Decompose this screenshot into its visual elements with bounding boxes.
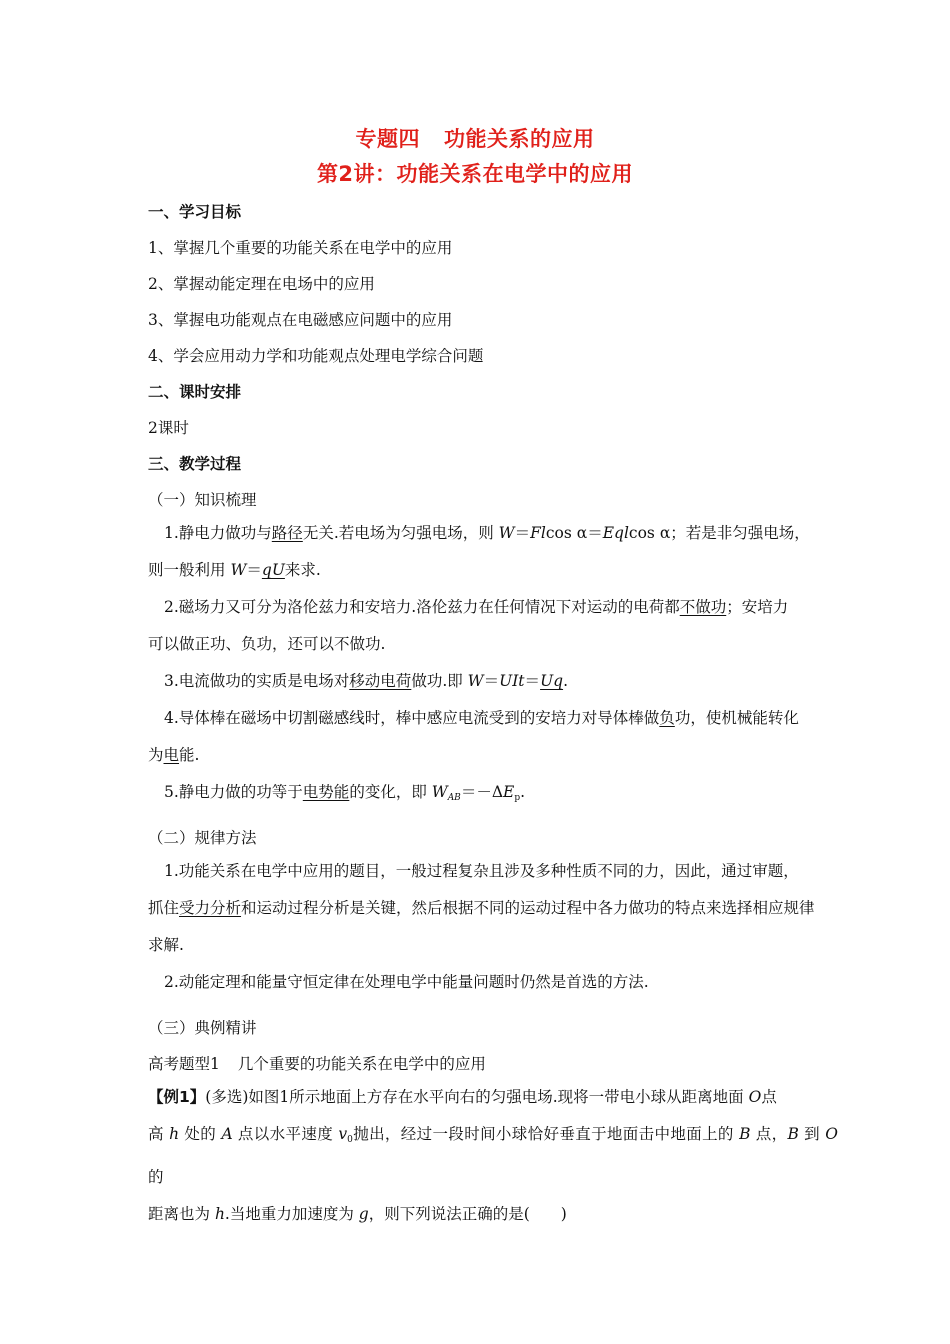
goal-item-3: 3、掌握电功能观点在电磁感应问题中的应用 <box>148 311 453 329</box>
exam-type-heading: 高考题型1 几个重要的功能关系在电学中的应用 <box>148 1055 486 1073</box>
knowledge-point-5: 5.静电力做的功等于电势能的变化，即 $W_{AB}=-\Delta E_p$. <box>164 783 526 803</box>
title-topic: 专题四 <box>355 127 420 151</box>
knowledge-point-4: 4.导体棒在磁场中切割磁感线时，棒中感应电流受到的安培力对导体棒做负功，使机械能转化 为电能. <box>148 709 799 764</box>
goal-item-4: 4、学会应用动力学和功能观点处理电学综合问题 <box>148 347 484 365</box>
title-topic-name: 功能关系的应用 <box>444 127 595 151</box>
document-subtitle: 第2讲：功能关系在电学中的应用 <box>316 162 634 186</box>
section-heading-process: 三、教学过程 <box>148 455 242 473</box>
subsection-examples: （三）典例精讲 <box>148 1019 257 1037</box>
document-title <box>0 123 950 153</box>
section-heading-goals: 一、学习目标 <box>148 203 242 221</box>
goal-item-1: 1、掌握几个重要的功能关系在电学中的应用 <box>148 239 453 257</box>
section-heading-schedule: 二、课时安排 <box>148 383 242 401</box>
knowledge-point-1: 1.静电力做功与路径无关.若电场为匀强电场，则 W＝Flcos α＝Eqlcos α；若是非匀强电场， 则一般利用 W＝qU来求. <box>148 524 810 579</box>
subsection-knowledge: （一）知识梳理 <box>148 491 257 509</box>
method-point-1: 1.功能关系在电学中应用的题目，一般过程复杂且涉及多种性质不同的力，因此，通过审题， 抓住受力分析和运动过程分析是关键，然后根据不同的运动过程中各力做功的特点来选择相应规律 求解. <box>148 862 815 954</box>
example-tag: 【例1】 <box>148 1088 206 1106</box>
method-point-2: 2.动能定理和能量守恒定律在处理电学中能量问题时仍然是首选的方法. <box>164 973 649 991</box>
knowledge-point-3: 3.电流做功的实质是电场对移动电荷做功.即 W＝UIt＝Uq. <box>164 672 568 690</box>
example-1: 【例1】(多选)如图1所示地面上方存在水平向右的匀强电场.现将一带电小球从距离地面 O点 高 h 处的 A 点以水平速度 $v_0$抛出，经过一段时间小球恰好垂直于地面击中地面上的 B 点，B 到 O 的 距离也为 h.当地重力加速度为 g，则下列说法正确的是( ) <box>148 1088 839 1223</box>
schedule-text: 2课时 <box>148 419 189 437</box>
knowledge-point-2: 2.磁场力又可分为洛伦兹力和安培力.洛伦兹力在任何情况下对运动的电荷都不做功；安培力 可以做正功、负功，还可以不做功. <box>148 598 789 653</box>
subsection-methods: （二）规律方法 <box>148 829 257 847</box>
goal-item-2: 2、掌握动能定理在电场中的应用 <box>148 275 375 293</box>
